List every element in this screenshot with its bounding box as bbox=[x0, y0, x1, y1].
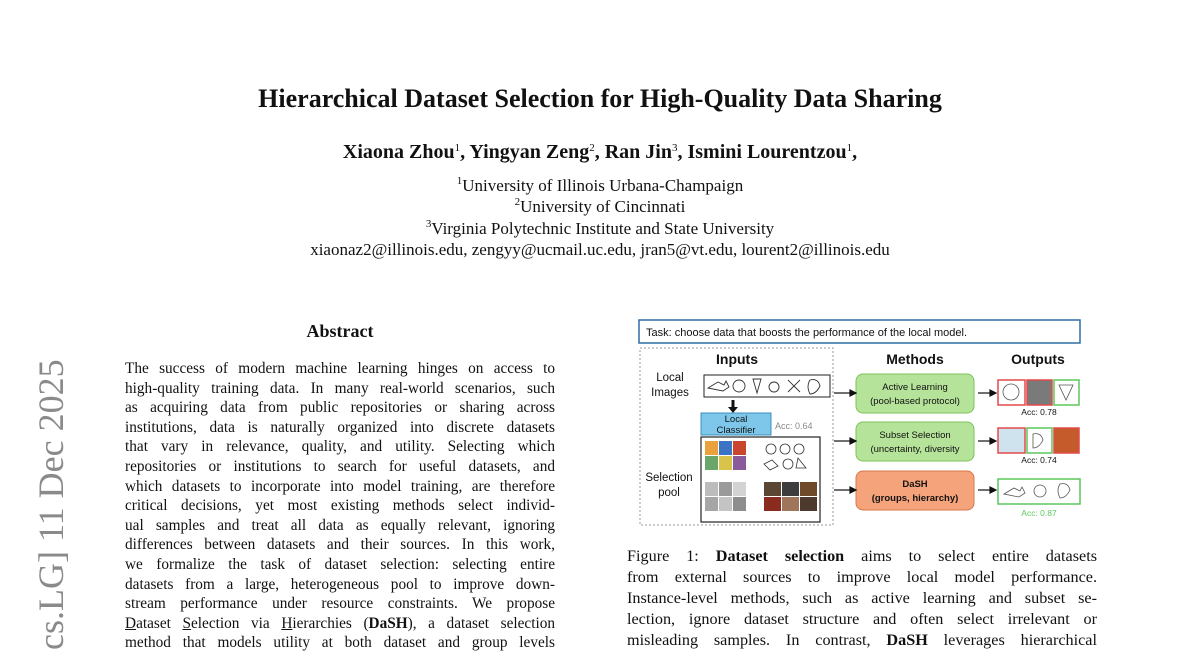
task-text: Task: choose data that boosts the performance of the local model. bbox=[646, 327, 968, 339]
caption-text: leverages hierarchical bbox=[927, 631, 1097, 649]
abstract-body bbox=[125, 359, 555, 653]
selection-pool-label: Selection bbox=[645, 472, 693, 484]
author-name: Ismini Lourentzou bbox=[687, 141, 847, 163]
selection-pool-label: pool bbox=[658, 487, 680, 499]
abstract-line: ual samples and treat all data as equally relevant, ignoring bbox=[125, 516, 555, 534]
affiliation-number: 1 bbox=[456, 175, 463, 187]
figure-caption bbox=[627, 546, 1097, 651]
caption-emphasis: Dataset selection bbox=[715, 547, 845, 565]
author-list: Xiaona Zhou$^1$, Yingyan Zeng$^2$, Ran Jin$^3$, Ismini Lourentzou$^1$, bbox=[342, 141, 858, 163]
author-name: Ran Jin bbox=[604, 141, 672, 163]
output-accuracy: Acc: 0.78 bbox=[1021, 407, 1057, 417]
affiliation bbox=[0, 196, 1200, 217]
affiliation bbox=[0, 175, 1200, 196]
input-to-method-arrows bbox=[834, 390, 856, 493]
method-box-subset-selection bbox=[856, 422, 974, 461]
output-row-subset-selection bbox=[998, 428, 1079, 453]
down-arrow-head bbox=[728, 407, 738, 413]
caption-emphasis: DaSH bbox=[886, 631, 928, 649]
local-classifier-label: Local bbox=[724, 414, 748, 425]
affiliation bbox=[0, 218, 1200, 239]
affiliation-name: University of Cincinnati bbox=[520, 197, 686, 216]
affiliation-marker: 1 bbox=[846, 142, 853, 154]
abstract-line-method: method that models utility at both dataset and group levels bbox=[125, 634, 555, 652]
method-label: Subset Selection bbox=[879, 430, 951, 441]
local-images-label: Local bbox=[656, 372, 684, 384]
abstract-line: we formalize the task of dataset selection: selecting entire bbox=[125, 555, 555, 573]
affiliation-name: Virginia Polytechnic Institute and State University bbox=[431, 219, 775, 238]
abstract-line: repositories or institutions to search for useful datasets, and bbox=[125, 457, 555, 475]
caption-line: lection, ignore dataset structure and often select irrelevant or bbox=[627, 610, 1097, 628]
author-name: Yingyan Zeng bbox=[469, 141, 590, 163]
inputs-header: Inputs bbox=[716, 351, 758, 367]
abstract-line: institutions, data is naturally organized into discrete datasets bbox=[125, 418, 555, 436]
figure-1-diagram bbox=[638, 318, 1088, 528]
abstract-line: stream performance under resource constraints. We propose bbox=[125, 595, 555, 613]
classifier-accuracy: Acc: 0.64 bbox=[775, 421, 813, 431]
outputs-header: Outputs bbox=[1011, 351, 1065, 367]
abstract-heading: Abstract bbox=[306, 321, 374, 341]
abstract-line: differences between datasets and their sources. In this work, bbox=[125, 536, 555, 554]
abstract-line-dash: Dataset Selection via Hierarchies (DaSH), a dataset selection bbox=[125, 614, 555, 632]
affiliation-marker: 1 bbox=[454, 142, 461, 154]
abstract-line: which datasets to incorporate into model training, are therefore bbox=[125, 477, 555, 495]
method-to-output-arrows bbox=[978, 390, 996, 493]
caption-line: from external sources to improve local model performance. bbox=[627, 568, 1097, 586]
author-name: Xiaona Zhou bbox=[342, 141, 455, 163]
methods-header: Methods bbox=[886, 351, 944, 367]
abstract-line: that vary in relevance, quality, and utility. Selecting which bbox=[125, 438, 555, 456]
local-images-label: Images bbox=[651, 387, 689, 399]
abstract-line: datasets from a large, heterogeneous pool to improve down- bbox=[125, 575, 555, 593]
caption-label: Figure 1: bbox=[627, 547, 716, 565]
abstract-line: The success of modern machine learning hinges on access to bbox=[125, 360, 555, 377]
method-label: (pool-based protocol) bbox=[870, 396, 960, 407]
author-emails: xiaonaz2@illinois.edu, zengyy@ucmail.uc.edu, jran5@vt.edu, lourent2@illinois.edu bbox=[310, 240, 890, 259]
output-accuracy: Acc: 0.87 bbox=[1021, 508, 1057, 518]
affiliation-marker: 3 bbox=[671, 142, 678, 154]
paper-title: Hierarchical Dataset Selection for High-Quality Data Sharing bbox=[258, 84, 942, 113]
affiliation-marker: 2 bbox=[589, 142, 595, 154]
affiliation-name: University of Illinois Urbana-Champaign bbox=[462, 176, 744, 195]
caption-line bbox=[627, 546, 1097, 567]
method-label: Active Learning bbox=[882, 382, 948, 393]
caption-text: aims to select entire datasets bbox=[844, 547, 1098, 565]
abstract-line: as acquiring data from public repositories or sharing across bbox=[125, 399, 555, 417]
output-row-dash bbox=[998, 479, 1080, 504]
method-label: (uncertainty, diversity bbox=[870, 444, 960, 455]
output-row-active-learning bbox=[998, 380, 1079, 405]
method-box-active-learning bbox=[856, 374, 974, 413]
method-label: (groups, hierarchy) bbox=[871, 493, 959, 504]
abstract-line: high-quality training data. In many real-world scenarios, such bbox=[125, 379, 555, 397]
caption-text: misleading samples. In contrast, bbox=[627, 631, 887, 649]
method-box-dash bbox=[856, 471, 974, 510]
affiliation-number: 2 bbox=[514, 196, 521, 208]
arxiv-stamp-text: cs.LG] 11 Dec 2025 bbox=[31, 359, 71, 650]
abstract-line: critical decisions, yet most existing methods select individ- bbox=[125, 497, 555, 515]
caption-line: Instance-level methods, such as active learning and subset se- bbox=[627, 589, 1097, 607]
local-classifier-label: Classifier bbox=[716, 425, 756, 436]
method-label: DaSH bbox=[902, 479, 928, 490]
affiliation-number: 3 bbox=[425, 218, 432, 230]
output-accuracy: Acc: 0.74 bbox=[1021, 455, 1057, 465]
arxiv-stamp bbox=[26, 330, 86, 660]
